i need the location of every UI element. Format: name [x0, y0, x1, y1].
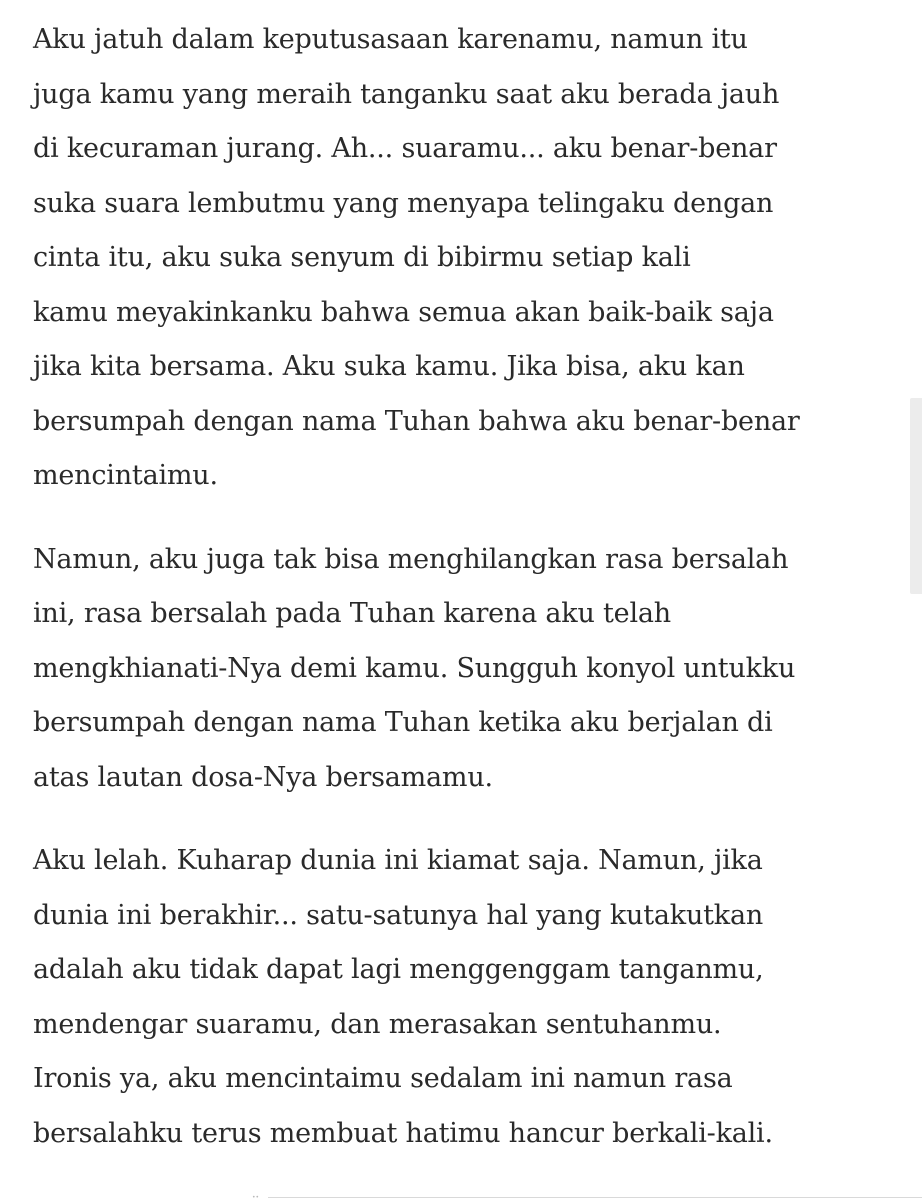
paragraph-2 [33, 533, 893, 806]
article-body [33, 13, 893, 1190]
paragraph-3 [33, 834, 893, 1161]
text-line: Namun, aku juga tak bisa menghilangkan rasa bersalah [33, 543, 789, 575]
text-line: Aku jatuh dalam keputusasaan karenamu, namun itu [33, 24, 748, 55]
text-line: mengkhianati-Nya demi kamu. Sungguh konyol untukku [33, 652, 796, 684]
text-line: mencintaimu. [33, 460, 218, 491]
text-line: atas lautan dosa-Nya bersamamu. [33, 761, 493, 793]
text-line: adalah aku tidak dapat lagi menggenggam tanganmu, [33, 954, 764, 985]
text-line: juga kamu yang meraih tanganku saat aku berada jauh [33, 78, 780, 110]
more-dots-icon: •• [252, 1194, 260, 1201]
scrollbar-thumb[interactable] [910, 398, 922, 594]
paragraph-1 [33, 13, 893, 504]
text-line: cinta itu, aku suka senyum di bibirmu setiap kali [33, 242, 691, 273]
text-line: di kecuraman jurang. Ah... suaramu... aku benar-benar [33, 133, 777, 164]
divider [268, 1197, 922, 1198]
text-line: mendengar suaramu, dan merasakan sentuhanmu. [33, 1008, 722, 1040]
text-line: Ironis ya, aku mencintaimu sedalam ini namun rasa [33, 1063, 733, 1094]
text-line: jika kita bersama. Aku suka kamu. Jika bisa, aku kan [33, 351, 745, 382]
text-line: bersumpah dengan nama Tuhan bahwa aku benar-benar [33, 405, 800, 437]
text-line: dunia ini berakhir... satu-satunya hal yang kutakutkan [33, 899, 764, 931]
text-line: bersumpah dengan nama Tuhan ketika aku berjalan di [33, 707, 773, 738]
text-line: suka suara lembutmu yang menyapa telingaku dengan [33, 187, 774, 219]
scrollbar-track[interactable] [910, 0, 922, 1200]
text-line: bersalahku terus membuat hatimu hancur berkali-kali. [33, 1117, 773, 1149]
text-line: kamu meyakinkanku bahwa semua akan baik-baik saja [33, 296, 774, 328]
text-line: ini, rasa bersalah pada Tuhan karena aku telah [33, 598, 671, 629]
text-line: Aku lelah. Kuharap dunia ini kiamat saja. Namun, jika [33, 845, 763, 876]
